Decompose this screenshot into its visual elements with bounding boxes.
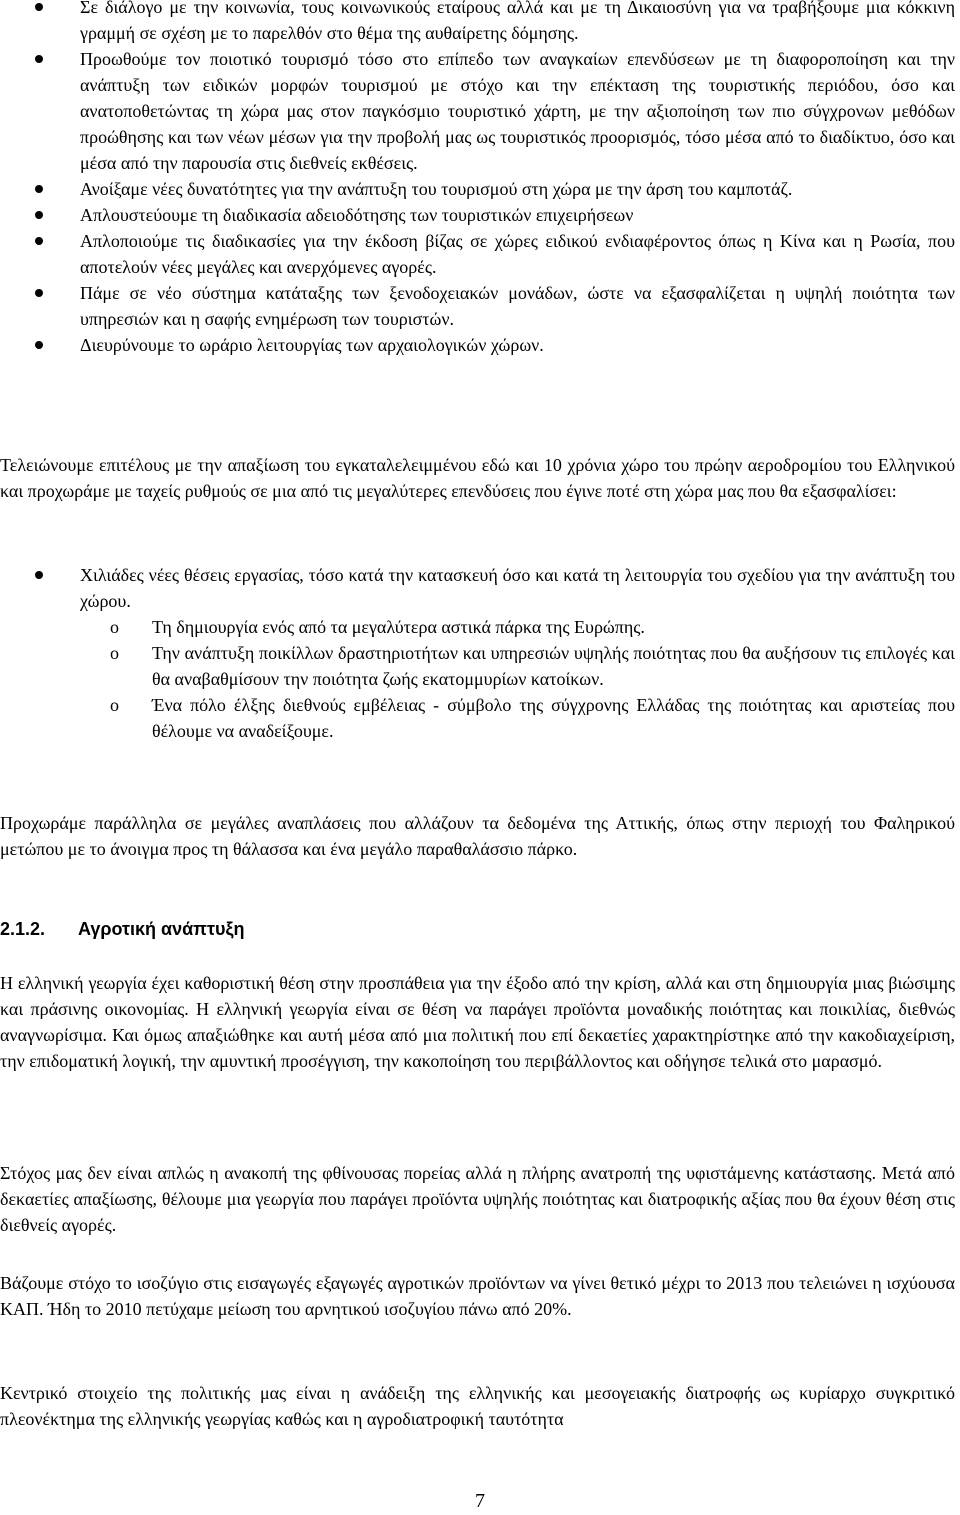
- list-item-text: Σε διάλογο με την κοινωνία, τους κοινωνικούς εταίρους αλλά και με τη Δικαιοσύνη για να τραβήξουμε μια κόκκινη γραμμή σε σχέση με το παρελθόν στο θέμα της αυθαίρετης δόμησης.: [80, 0, 955, 43]
- list-item: [0, 332, 955, 358]
- sub-list-item: [0, 692, 955, 744]
- list-item: [0, 46, 955, 176]
- bullet-icon: [35, 571, 43, 579]
- circle-bullet-icon: o: [110, 643, 119, 663]
- list-item-text: Προωθούμε τον ποιοτικό τουρισμό τόσο στο επίπεδο των αναγκαίων επενδύσεων με τη διαφοροποίηση και την ανάπτυξη των ειδικών μορφών τουρισμού με στόχο και την επέκταση της τουριστικής περιόδου, όσο και ανατοποθετώντας τη χώρα μας στον παγκόσμιο τουριστικό χάρτη, με την αξιοποίηση των πιο σύγχρονων μεθόδων προώθησης και των νέων μέσων για την προβολή μας ως τουριστικός προορισμός, τόσο μέσα από το διαδίκτυο, όσο και μέσα από την παρουσία στις διεθνείς εκθέσεις.: [80, 49, 955, 173]
- sub-list: [0, 614, 955, 744]
- bullet-icon: [35, 3, 43, 11]
- bullet-icon: [35, 55, 43, 63]
- list-item-text: Πάμε σε νέο σύστημα κατάταξης των ξενοδοχειακών μονάδων, ώστε να εξασφαλίζεται η υψηλή ποιότητα των υπηρεσιών και η σαφής ενημέρωση των τουριστών.: [80, 283, 955, 329]
- bullet-icon: [35, 237, 43, 245]
- list-item: [0, 562, 955, 744]
- elliniko-bullet-list: [0, 562, 955, 744]
- bullet-icon: [35, 289, 43, 297]
- list-item: [0, 228, 955, 280]
- tourism-bullet-list: [0, 0, 955, 358]
- paragraph-agriculture-3: Βάζουμε στόχο το ισοζύγιο στις εισαγωγές εξαγωγές αγροτικών προϊόντων να γίνει θετικό μέχρι το 2013 που τελειώνει η ισχύουσα ΚΑΠ. Ήδη το 2010 πετύχαμε μείωση του αρνητικού ισοζυγίου πάνω από 20%.: [0, 1273, 955, 1319]
- sub-list-item: [0, 614, 955, 640]
- list-item-text: Διευρύνουμε το ωράριο λειτουργίας των αρχαιολογικών χώρων.: [80, 335, 544, 355]
- sub-list-item-text: Την ανάπτυξη ποικίλλων δραστηριοτήτων και υπηρεσιών υψηλής ποιότητας που θα αυξήσουν τις επιλογές και θα αναβαθμίσουν την ποιότητα ζωής εκατομμυρίων κατοίκων.: [152, 643, 955, 689]
- bullet-icon: [35, 185, 43, 193]
- list-item-text: Απλοποιούμε τις διαδικασίες για την έκδοση βίζας σε χώρες ειδικού ενδιαφέροντος όπως η Κίνα και η Ρωσία, που αποτελούν νέες μεγάλες και ανερχόμενες αγορές.: [80, 231, 955, 277]
- paragraph-faliro: Προχωράμε παράλληλα σε μεγάλες αναπλάσεις που αλλάζουν τα δεδομένα της Αττικής, όπως στην περιοχή του Φαληρικού μετώπου με το άνοιγμα προς τη θάλασσα και ένα μεγάλο παραθαλάσσιο πάρκο.: [0, 813, 955, 859]
- section-number: 2.1.2.: [0, 919, 46, 939]
- sub-list-item-text: Ένα πόλο έλξης διεθνούς εμβέλειας - σύμβολο της σύγχρονης Ελλάδας της ποιότητας και αριστείας που θέλουμε να αναδείξουμε.: [152, 695, 955, 741]
- list-item-text: Απλουστεύουμε τη διαδικασία αδειοδότησης των τουριστικών επιχειρήσεων: [80, 205, 634, 225]
- list-item-text: Χιλιάδες νέες θέσεις εργασίας, τόσο κατά την κατασκευή όσο και κατά τη λειτουργία του σχεδίου για την ανάπτυξη του χώρου.: [80, 565, 955, 611]
- paragraph-elliniko: Τελειώνουμε επιτέλους με την απαξίωση του εγκαταλελειμμένου εδώ και 10 χρόνια χώρο του πρώην αεροδρομίου του Ελληνικού και προχωράμε με ταχείς ρυθμούς σε μια από τις μεγαλύτερες επενδύσεις που έγινε ποτέ στη χώρα μας που θα εξασφαλίσει:: [0, 455, 955, 501]
- list-item: [0, 0, 955, 46]
- section-title: Αγροτική ανάπτυξη: [78, 919, 245, 939]
- circle-bullet-icon: o: [110, 695, 119, 715]
- sub-list-item: [0, 640, 955, 692]
- paragraph-agriculture-4: Κεντρικό στοιχείο της πολιτικής μας είναι η ανάδειξη της ελληνικής και μεσογειακής διατροφής ως κυρίαρχο συγκριτικό πλεονέκτημα της ελληνικής γεωργίας καθώς και η αγροδιατροφική ταυτότητα: [0, 1383, 955, 1429]
- bullet-icon: [35, 341, 43, 349]
- section-heading: [0, 916, 244, 942]
- circle-bullet-icon: o: [110, 617, 119, 637]
- list-item: [0, 280, 955, 332]
- sub-list-item-text: Τη δημιουργία ενός από τα μεγαλύτερα αστικά πάρκα της Ευρώπης.: [152, 617, 645, 637]
- list-item-text: Ανοίξαμε νέες δυνατότητες για την ανάπτυξη του τουρισμού στη χώρα με την άρση του καμποτάζ.: [80, 179, 793, 199]
- list-item: [0, 202, 955, 228]
- bullet-icon: [35, 211, 43, 219]
- page-number: 7: [475, 1490, 485, 1512]
- paragraph-agriculture-2: Στόχος μας δεν είναι απλώς η ανακοπή της φθίνουσας πορείας αλλά η πλήρης ανατροπή της υφιστάμενης κατάστασης. Μετά από δεκαετίες απαξίωσης, θέλουμε μια γεωργία που παράγει προϊόντα υψηλής ποιότητας και διατροφικής αξίας που θα έχουν θέση στις διεθνείς αγορές.: [0, 1163, 955, 1235]
- list-item: [0, 176, 955, 202]
- paragraph-agriculture-1: Η ελληνική γεωργία έχει καθοριστική θέση στην προσπάθεια για την έξοδο από την κρίση, αλλά και στη δημιουργία μιας βιώσιμης και πράσινης οικονομίας. Η ελληνική γεωργία είναι σε θέση να παράγει προϊόντα μοναδικής ποιότητας και ποικιλίας, διεθνώς αναγνωρίσιμα. Και όμως απαξιώθηκε και αυτή μέσα από μια πολιτική που επί δεκαετίες χαρακτηρίστηκε από την κακοδιαχείριση, την επιδοματική λογική, την αμυντική προσέγγιση, την κακοποίηση του περιβάλλοντος και οδήγησε τελικά στο μαρασμό.: [0, 973, 955, 1071]
